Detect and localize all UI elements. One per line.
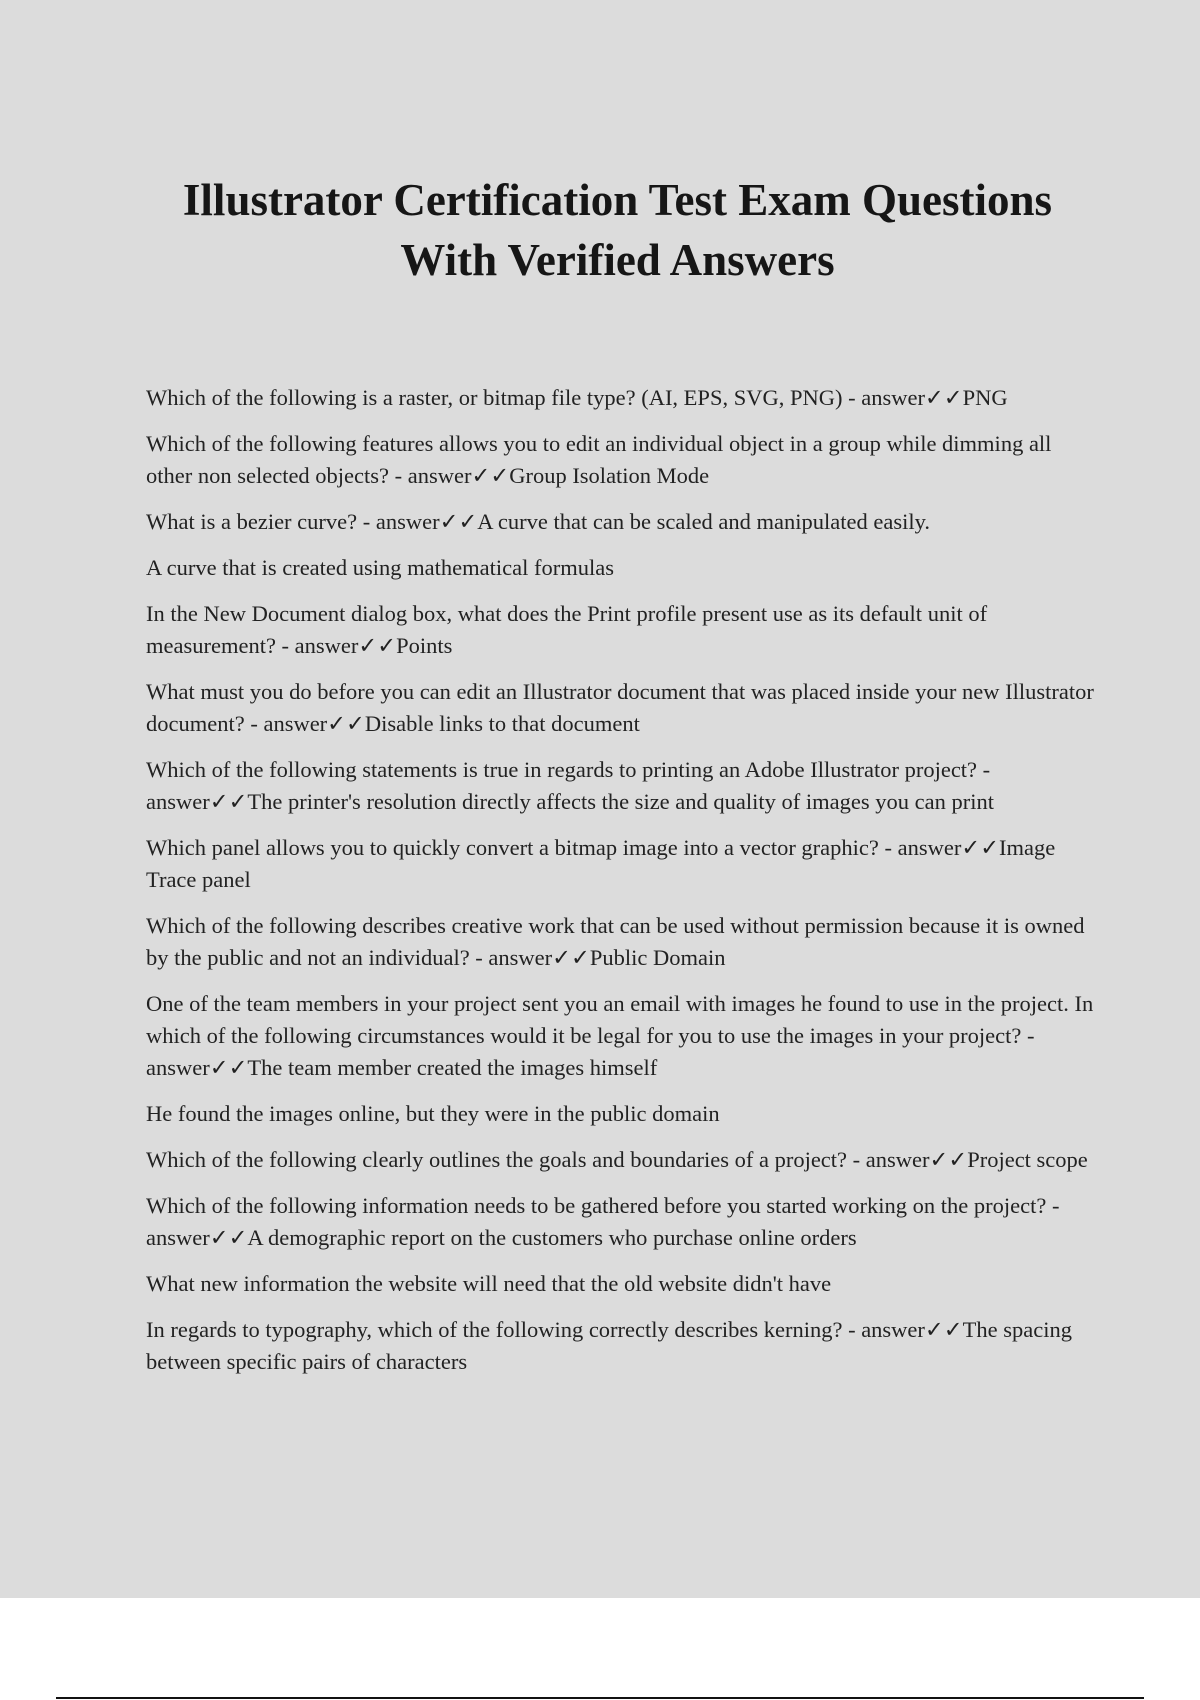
document-title-line-1: Illustrator Certification Test Exam Questions bbox=[182, 175, 1053, 225]
qa-paragraph-2: Which of the following features allows you to edit an individual object in a group while dimming all other non selected objects? - answer✓✓Group Isolation Mode bbox=[146, 431, 1052, 488]
footer-divider bbox=[56, 1697, 1144, 1699]
qa-paragraph-10: One of the team members in your project sent you an email with images he found to use in the project. In which of the following circumstances would it be legal for you to use the images in your project? - answer✓✓The team member created the images himself bbox=[146, 991, 1094, 1080]
qa-paragraph-14: What new information the website will need that the old website didn't have bbox=[146, 1271, 832, 1296]
qa-paragraph-3: What is a bezier curve? - answer✓✓A curve that can be scaled and manipulated easily. bbox=[146, 509, 931, 534]
qa-paragraph-4: A curve that is created using mathematical formulas bbox=[146, 555, 614, 580]
document-title bbox=[140, 170, 1095, 290]
qa-paragraph-12: Which of the following clearly outlines the goals and boundaries of a project? - answer✓✓Project scope bbox=[146, 1147, 1088, 1172]
qa-paragraph-8: Which panel allows you to quickly convert a bitmap image into a vector graphic? - answer✓✓Image Trace panel bbox=[146, 835, 1056, 892]
qa-paragraph-9: Which of the following describes creative work that can be used without permission because it is owned by the public and not an individual? - answer✓✓Public Domain bbox=[146, 913, 1085, 970]
qa-paragraph-1: Which of the following is a raster, or bitmap file type? (AI, EPS, SVG, PNG) - answer✓✓PNG bbox=[146, 385, 1008, 410]
qa-paragraph-15: In regards to typography, which of the following correctly describes kerning? - answer✓✓The spacing between specific pairs of characters bbox=[146, 1317, 1072, 1374]
qa-paragraph-7: Which of the following statements is true in regards to printing an Adobe Illustrator project? - answer✓✓The printer's resolution directly affects the size and quality of images you can print bbox=[146, 757, 994, 814]
qa-paragraph-5: In the New Document dialog box, what does the Print profile present use as its default unit of measurement? - answer✓✓Points bbox=[146, 601, 988, 658]
qa-paragraph-6: What must you do before you can edit an Illustrator document that was placed inside your new Illustrator document? - answer✓✓Disable links to that document bbox=[146, 679, 1094, 736]
qa-paragraph-11: He found the images online, but they were in the public domain bbox=[146, 1101, 720, 1126]
qa-paragraph-13: Which of the following information needs to be gathered before you started working on the project? - answer✓✓A demographic report on the customers who purchase online orders bbox=[146, 1193, 1060, 1250]
document-title-line-2: With Verified Answers bbox=[400, 235, 835, 285]
document-body bbox=[146, 382, 1096, 1392]
